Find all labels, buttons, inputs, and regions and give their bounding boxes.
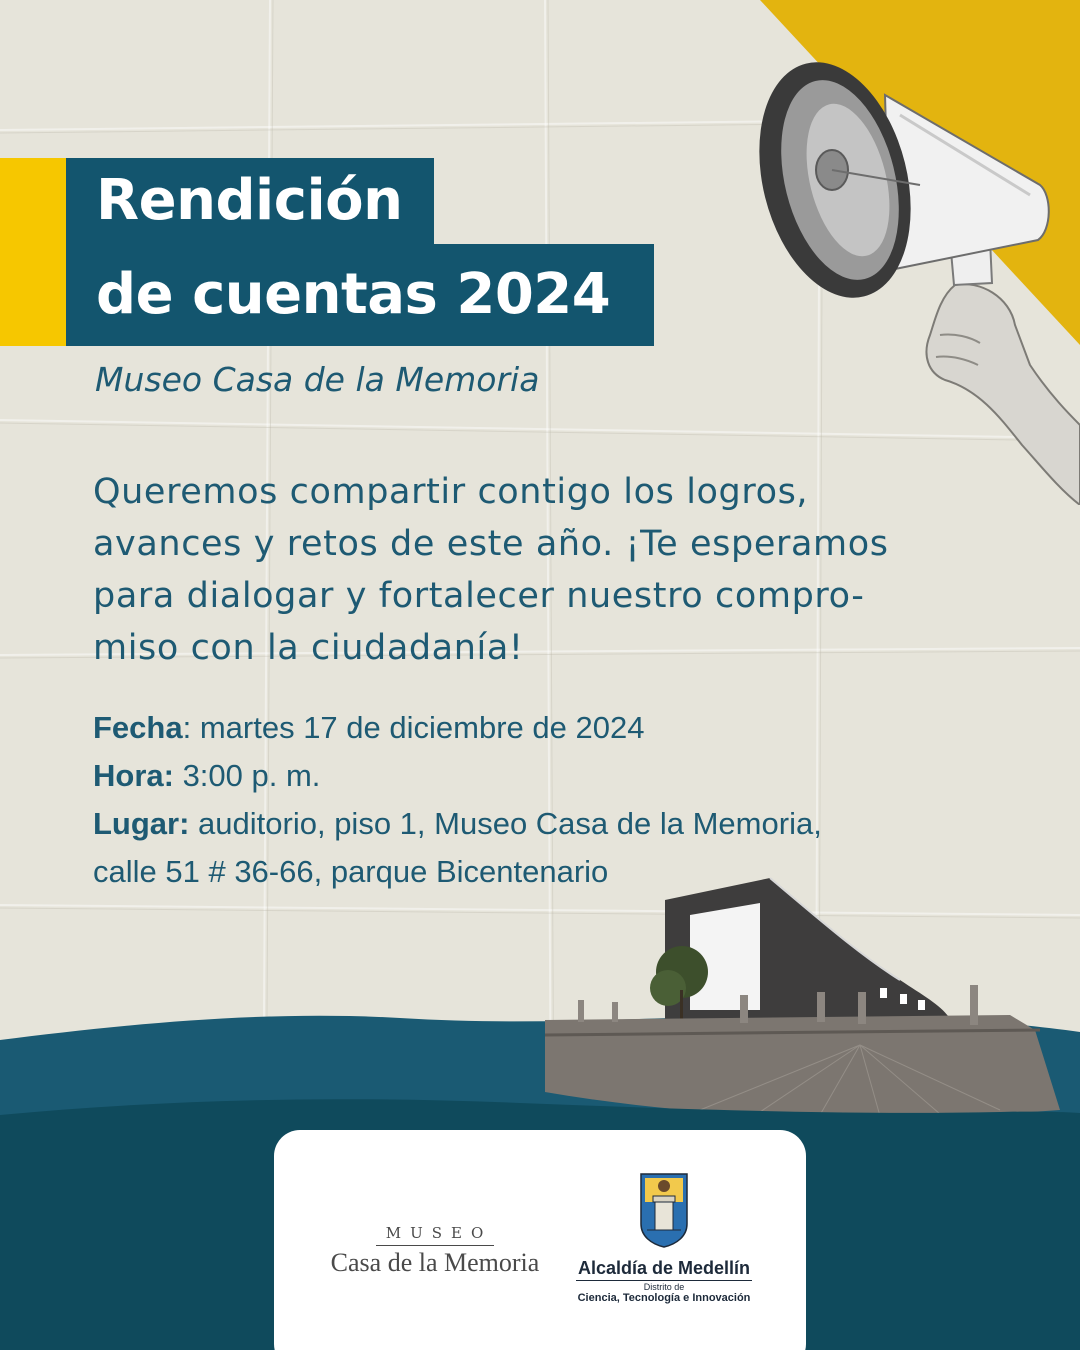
- title-line-1: Rendición: [66, 158, 434, 244]
- date-value: : martes 17 de diciembre de 2024: [182, 710, 645, 745]
- accent-bar: [0, 158, 66, 346]
- time-label: Hora:: [93, 758, 174, 793]
- alcaldia-logo: [564, 1172, 764, 1304]
- museo-logo-rule: [376, 1245, 494, 1246]
- time-row: [93, 752, 993, 800]
- date-row: [93, 704, 993, 752]
- museo-logo: [320, 1224, 550, 1278]
- museo-logo-name: Casa de la Memoria: [330, 1248, 540, 1277]
- body-line: avances y retos de este año. ¡Te esperamos: [93, 524, 889, 564]
- logos-card: [274, 1130, 806, 1350]
- museo-logo-top: MUSEO: [385, 1224, 493, 1242]
- megaphone-icon: [740, 35, 1080, 505]
- date-label: Fecha: [93, 710, 183, 745]
- building-illustration: [545, 878, 1060, 1117]
- body-text: [93, 466, 1003, 674]
- coat-of-arms-icon: [639, 1172, 689, 1248]
- body-line: miso con la ciudadanía!: [93, 628, 524, 668]
- alcaldia-rule: [576, 1280, 752, 1281]
- place-value-2: calle 51 # 36-66, parque Bicentenario: [93, 854, 609, 889]
- alcaldia-name: Alcaldía de Medellín: [577, 1258, 751, 1278]
- place-row: [93, 800, 993, 848]
- alcaldia-sub2: Ciencia, Tecnología e Innovación: [577, 1292, 751, 1304]
- body-line: para dialogar y fortalecer nuestro compro-: [93, 576, 865, 616]
- place-value: auditorio, piso 1, Museo Casa de la Memoria,: [189, 806, 822, 841]
- place-label: Lugar:: [93, 806, 190, 841]
- time-value: 3:00 p. m.: [173, 758, 321, 793]
- body-line: Queremos compartir contigo los logros,: [93, 472, 809, 512]
- subtitle: Museo Casa de la Memoria: [95, 360, 540, 399]
- title-line-2: de cuentas 2024: [66, 244, 654, 346]
- alcaldia-sub1: Distrito de: [643, 1282, 685, 1292]
